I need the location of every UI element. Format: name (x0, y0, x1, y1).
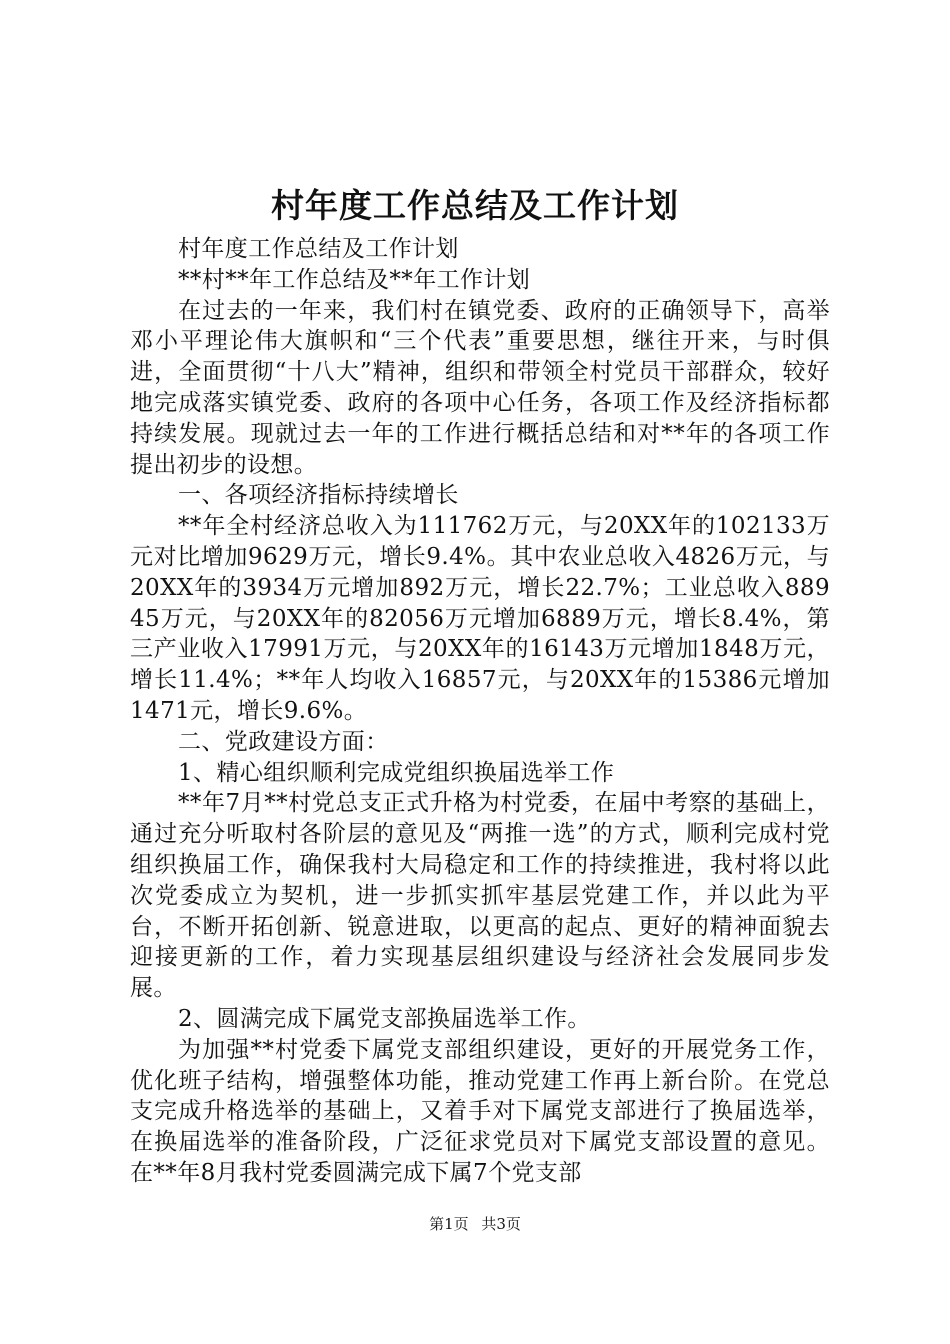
page-number: 第1页 (429, 1215, 469, 1233)
section-heading-economy: 一、各项经济指标持续增长 (178, 482, 459, 509)
paragraph-branch-election: 为加强**村党委下属党支部组织建设，更好的开展党务工作，优化班子结构，增强整体功能，推动党建工作再上新台阶。在党总支完成升格选举的基础上，又着手对下属党支部进行了换届选举，在换届选举的准备阶段，广泛征求党员对下属党支部设置的意见。在**年8月我村党委圆满完成下属7个党支部 (130, 1036, 830, 1186)
page-total: 共3页 (481, 1215, 521, 1233)
document-title: 村年度工作总结及工作计划 (271, 186, 679, 225)
paragraph-subtitle: 村年度工作总结及工作计划 (178, 236, 459, 262)
paragraph-election: **年7月**村党总支正式升格为村党委，在届中考察的基础上，通过充分听取村各阶层的意见及“两推一选”的方式，顺利完成村党组织换届工作，确保我村大局稳定和工作的持续推进，我村将以此次党委成立为契机，进一步抓实抓牢基层党建工作，并以此为平台，不断开拓创新、锐意进取，以更高的起点、更好的精神面貌去迎接更新的工作，着力实现基层组织建设与经济社会发展同步发展。 (130, 790, 830, 1002)
page-footer (0, 1214, 950, 1234)
section-heading-party: 二、党政建设方面： (178, 728, 389, 755)
document-body (130, 234, 830, 1189)
subheading-election: 1、精心组织顺利完成党组织换届选举工作 (178, 759, 615, 786)
paragraph-plan-heading: **村**年工作总结及**年工作计划 (178, 266, 531, 293)
subheading-branch-election: 2、圆满完成下属党支部换届选举工作。 (178, 1005, 591, 1032)
paragraph-economy: **年全村经济总收入为111762万元，与20XX年的102133万元对比增加9629万元，增长9.4%。其中农业总收入4826万元，与20XX年的3934万元增加892万元，增长22.7%；工业总收入88945万元，与20XX年的82056万元增加6889万元，增长8.4%，第三产业收入17991万元，与20XX年的16143万元增加1848万元，增长11.4%；**年人均收入16857元，与20XX年的15386元增加1471元，增长9.6%。 (130, 513, 830, 724)
paragraph-intro: 在过去的一年来，我们村在镇党委、政府的正确领导下，高举邓小平理论伟大旗帜和“三个代表”重要思想，继往开来，与时俱进，全面贯彻“十八大”精神，组织和带领全村党员干部群众，较好地完成落实镇党委、政府的各项中心任务，各项工作及经济指标都持续发展。现就过去一年的工作进行概括总结和对**年的各项工作提出初步的设想。 (130, 297, 830, 478)
